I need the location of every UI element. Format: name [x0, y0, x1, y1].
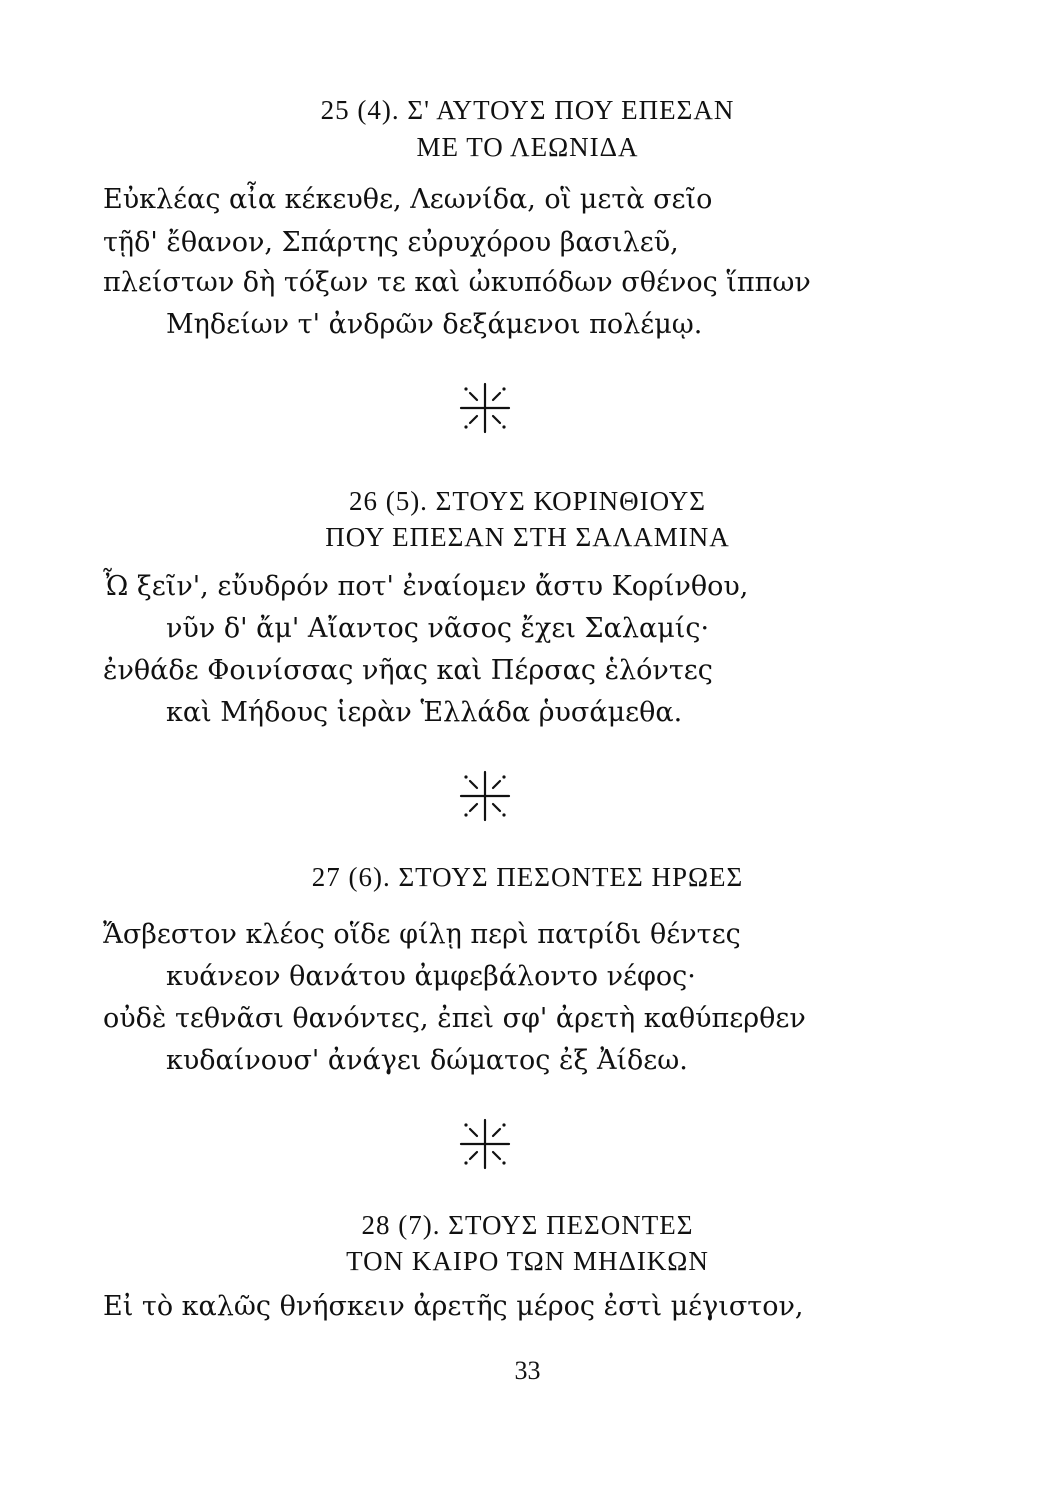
- star-ornament-icon: [455, 766, 515, 826]
- section-28-heading-line-1: 28 (7). ΣΤΟΥΣ ΠΕΣΟΝΤΕΣ: [361, 1210, 694, 1240]
- verse-line: Εὐκλέας αἶα κέκευθε, Λεωνίδα, οἳ μετὰ σεῖο: [103, 184, 713, 215]
- section-26-heading-line-2: ΠΟΥ ΕΠΕΣΑΝ ΣΤΗ ΣΑΛΑΜΙΝΑ: [325, 522, 730, 552]
- verse-line: Ὦ ξεῖν', εὔυδρόν ποτ' ἐναίομεν ἄστυ Κορίνθου,: [103, 571, 749, 602]
- verse-line: κυάνεον θανάτου ἀμφεβάλοντο νέφος·: [166, 961, 696, 992]
- verse-line: τῇδ' ἔθανον, Σπάρτης εὐρυχόρου βασιλεῦ,: [103, 227, 679, 258]
- section-28-heading-line-2: ΤΟΝ ΚΑΙΡΟ ΤΩΝ ΜΗΔΙΚΩΝ: [346, 1246, 709, 1276]
- verse-line: Μηδείων τ' ἀνδρῶν δεξάμενοι πολέμῳ.: [166, 309, 703, 340]
- verse-line: νῦν δ' ἄμ' Αἴαντος νᾶσος ἔχει Σαλαμίς·: [166, 613, 710, 644]
- verse-line: οὐδὲ τεθνᾶσι θανόντες, ἐπεὶ σφ' ἀρετὴ καθύπερθεν: [103, 1003, 806, 1034]
- star-ornament-icon: [455, 378, 515, 438]
- verse-line: Εἰ τὸ καλῶς θνήσκειν ἀρετῆς μέρος ἐστὶ μέγιστον,: [103, 1291, 804, 1322]
- verse-line: κυδαίνουσ' ἀνάγει δώματος ἐξ Ἀίδεω.: [166, 1045, 688, 1076]
- star-ornament-icon: [455, 1114, 515, 1174]
- verse-line: ἐνθάδε Φοινίσσας νῆας καὶ Πέρσας ἑλόντες: [103, 655, 713, 686]
- section-25-heading-line-1: 25 (4). Σ' ΑΥΤΟΥΣ ΠΟΥ ΕΠΕΣΑΝ: [320, 95, 735, 125]
- page-number: 33: [514, 1356, 541, 1385]
- section-25-heading-line-2: ΜΕ ΤΟ ΛΕΩΝΙΔΑ: [416, 132, 639, 162]
- verse-line: Ἄσβεστον κλέος οἵδε φίλῃ περὶ πατρίδι θέντες: [103, 919, 741, 950]
- verse-line: πλείστων δὴ τόξων τε καὶ ὠκυπόδων σθένος ἵππων: [103, 267, 811, 298]
- section-26-heading-line-1: 26 (5). ΣΤΟΥΣ ΚΟΡΙΝΘΙΟΥΣ: [348, 486, 707, 516]
- section-27-heading: 27 (6). ΣΤΟΥΣ ΠΕΣΟΝΤΕΣ ΗΡΩΕΣ: [311, 862, 744, 892]
- verse-line: καὶ Μήδους ἱερὰν Ἑλλάδα ῥυσάμεθα.: [166, 697, 683, 728]
